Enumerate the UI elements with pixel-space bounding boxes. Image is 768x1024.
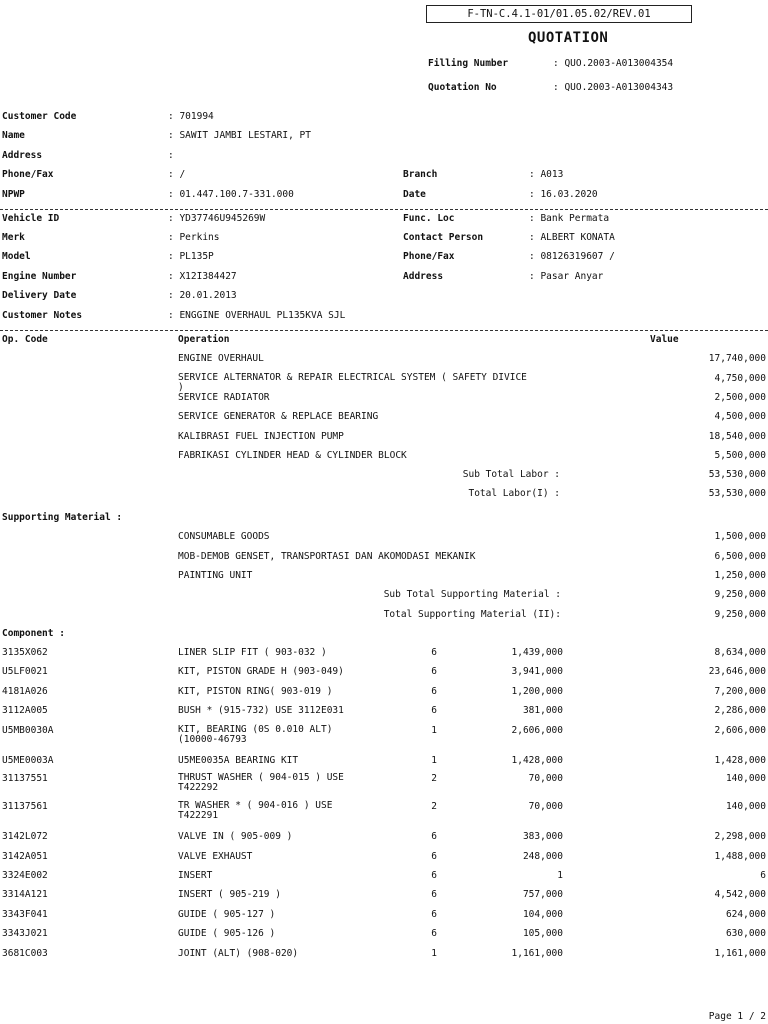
header-field-value: : QUO.2003-A013004343: [553, 82, 674, 93]
customer-field-label: Phone/Fax: [2, 169, 54, 180]
component-desc: VALVE IN ( 905-009 ): [178, 831, 293, 842]
component-value: 7,200,000: [714, 686, 766, 697]
component-code: U5MB0030A: [2, 725, 54, 736]
component-unit-price: 104,000: [522, 909, 563, 920]
component-value: 2,286,000: [714, 705, 766, 716]
component-code: 3135X062: [2, 647, 48, 658]
component-code: 31137551: [2, 773, 48, 784]
labor-item-value: 5,500,000: [714, 450, 766, 461]
component-desc: TR WASHER * ( 904-016 ) USE T422291: [178, 800, 333, 821]
component-code: U5LF0021: [2, 666, 48, 677]
component-unit-price: 3,941,000: [511, 666, 563, 677]
customer-field-value: :: [168, 150, 174, 161]
supporting-total-value: 9,250,000: [714, 589, 766, 600]
labor-item-desc: FABRIKASI CYLINDER HEAD & CYLINDER BLOCK: [178, 450, 407, 461]
component-desc: BUSH * (915-732) USE 3112E031: [178, 705, 344, 716]
customer-field-label: Date: [403, 189, 426, 200]
component-code: 3324E002: [2, 870, 48, 881]
supporting-item-value: 1,250,000: [714, 570, 766, 581]
component-qty: 6: [431, 705, 437, 716]
customer-field-value: : 701994: [168, 111, 214, 122]
supporting-item-desc: CONSUMABLE GOODS: [178, 531, 270, 542]
labor-total-label: Total Labor(I) :: [468, 488, 560, 499]
component-desc: LINER SLIP FIT ( 903-032 ): [178, 647, 327, 658]
component-desc: INSERT: [178, 870, 213, 881]
vehicle-field-label: Phone/Fax: [403, 251, 455, 262]
vehicle-field-label: Model: [2, 251, 31, 262]
labor-total-value: 53,530,000: [708, 488, 766, 499]
component-desc: KIT, PISTON GRADE H (903-049): [178, 666, 344, 677]
component-unit-price: 757,000: [522, 889, 563, 900]
labor-item-value: 4,750,000: [714, 373, 766, 384]
dashed-divider: [0, 209, 768, 210]
component-desc: GUIDE ( 905-127 ): [178, 909, 276, 920]
component-qty: 6: [431, 889, 437, 900]
vehicle-field-value: : 20.01.2013: [168, 290, 237, 301]
component-unit-price: 1,200,000: [511, 686, 563, 697]
customer-field-value: : SAWIT JAMBI LESTARI, PT: [168, 130, 311, 141]
vehicle-field-label: Delivery Date: [2, 290, 77, 301]
labor-item-desc: KALIBRASI FUEL INJECTION PUMP: [178, 431, 344, 442]
component-desc: INSERT ( 905-219 ): [178, 889, 281, 900]
vehicle-field-value: : 08126319607 /: [529, 251, 615, 262]
vehicle-field-label: Merk: [2, 232, 25, 243]
component-desc: KIT, BEARING (0S 0.010 ALT) (10000-46793: [178, 724, 333, 745]
component-qty: 2: [431, 773, 437, 784]
customer-field-value: : /: [168, 169, 186, 180]
component-value: 4,542,000: [714, 889, 766, 900]
component-qty: 6: [431, 870, 437, 881]
component-unit-price: 248,000: [522, 851, 563, 862]
vehicle-field-label: Contact Person: [403, 232, 484, 243]
dashed-divider: [0, 330, 768, 331]
component-qty: 1: [431, 755, 437, 766]
vehicle-field-value: : YD37746U945269W: [168, 213, 266, 224]
vehicle-field-label: Customer Notes: [2, 310, 83, 321]
component-value: 140,000: [725, 801, 766, 812]
header-field-label: Filling Number: [428, 58, 509, 69]
component-code: 3142L072: [2, 831, 48, 842]
column-header-op-code: Op. Code: [2, 334, 48, 345]
vehicle-field-value: : ALBERT KONATA: [529, 232, 615, 243]
component-qty: 6: [431, 928, 437, 939]
vehicle-field-value: : Perkins: [168, 232, 220, 243]
component-unit-price: 383,000: [522, 831, 563, 842]
labor-item-desc: ENGINE OVERHAUL: [178, 353, 264, 364]
component-code: U5ME0003A: [2, 755, 54, 766]
component-code: 3314A121: [2, 889, 48, 900]
header-field-label: Quotation No: [428, 82, 497, 93]
component-value: 630,000: [725, 928, 766, 939]
customer-field-label: Customer Code: [2, 111, 77, 122]
component-unit-price: 1,439,000: [511, 647, 563, 658]
labor-item-value: 2,500,000: [714, 392, 766, 403]
component-qty: 6: [431, 909, 437, 920]
supporting-total-label: Sub Total Supporting Material :: [383, 589, 561, 600]
component-value: 23,646,000: [708, 666, 766, 677]
component-value: 2,298,000: [714, 831, 766, 842]
component-value: 140,000: [725, 773, 766, 784]
supporting-material-title: Supporting Material :: [2, 512, 123, 523]
component-code: 3681C003: [2, 948, 48, 959]
form-number-box: F-TN-C.4.1-01/01.05.02/REV.01: [426, 5, 692, 23]
customer-field-value: : 01.447.100.7-331.000: [168, 189, 294, 200]
component-code: 3343F041: [2, 909, 48, 920]
component-value: 1,488,000: [714, 851, 766, 862]
component-value: 8,634,000: [714, 647, 766, 658]
vehicle-field-value: : ENGGINE OVERHAUL PL135KVA SJL: [168, 310, 346, 321]
customer-field-value: : A013: [529, 169, 564, 180]
component-qty: 6: [431, 851, 437, 862]
vehicle-field-value: : Pasar Anyar: [529, 271, 604, 282]
component-desc: U5ME0035A BEARING KIT: [178, 755, 299, 766]
column-header-value: Value: [650, 334, 679, 345]
component-code: 3142A051: [2, 851, 48, 862]
component-unit-price: 1: [557, 870, 563, 881]
vehicle-field-label: Func. Loc: [403, 213, 455, 224]
component-qty: 6: [431, 647, 437, 658]
customer-field-label: Name: [2, 130, 25, 141]
component-qty: 2: [431, 801, 437, 812]
component-qty: 1: [431, 725, 437, 736]
document-title: QUOTATION: [528, 30, 609, 46]
vehicle-field-label: Address: [403, 271, 444, 282]
component-desc: VALVE EXHAUST: [178, 851, 253, 862]
page-number: Page 1 / 2: [708, 1011, 766, 1022]
labor-total-label: Sub Total Labor :: [462, 469, 560, 480]
supporting-total-value: 9,250,000: [714, 609, 766, 620]
component-unit-price: 70,000: [528, 801, 563, 812]
vehicle-field-value: : PL135P: [168, 251, 214, 262]
customer-field-label: Branch: [403, 169, 438, 180]
component-qty: 6: [431, 831, 437, 842]
labor-item-desc: SERVICE GENERATOR & REPLACE BEARING: [178, 411, 379, 422]
supporting-total-label: Total Supporting Material (II):: [383, 609, 561, 620]
supporting-item-value: 6,500,000: [714, 551, 766, 562]
component-value: 2,606,000: [714, 725, 766, 736]
component-desc: KIT, PISTON RING( 903-019 ): [178, 686, 333, 697]
supporting-item-value: 1,500,000: [714, 531, 766, 542]
component-desc: JOINT (ALT) (908-020): [178, 948, 299, 959]
component-title: Component :: [2, 628, 65, 639]
component-code: 3112A005: [2, 705, 48, 716]
vehicle-field-label: Engine Number: [2, 271, 77, 282]
labor-item-desc: SERVICE RADIATOR: [178, 392, 270, 403]
component-qty: 6: [431, 666, 437, 677]
component-desc: GUIDE ( 905-126 ): [178, 928, 276, 939]
component-qty: 1: [431, 948, 437, 959]
component-unit-price: 70,000: [528, 773, 563, 784]
component-value: 624,000: [725, 909, 766, 920]
component-value: 6: [760, 870, 766, 881]
component-unit-price: 1,428,000: [511, 755, 563, 766]
component-qty: 6: [431, 686, 437, 697]
vehicle-field-value: : X12I384427: [168, 271, 237, 282]
component-unit-price: 105,000: [522, 928, 563, 939]
component-code: 4181A026: [2, 686, 48, 697]
labor-item-value: 17,740,000: [708, 353, 766, 364]
labor-item-value: 4,500,000: [714, 411, 766, 422]
labor-item-value: 18,540,000: [708, 431, 766, 442]
customer-field-label: NPWP: [2, 189, 25, 200]
labor-item-desc: SERVICE ALTERNATOR & REPAIR ELECTRICAL SYSTEM ( SAFETY DIVICE ): [178, 372, 527, 393]
vehicle-field-label: Vehicle ID: [2, 213, 60, 224]
column-header-operation: Operation: [178, 334, 230, 345]
vehicle-field-value: : Bank Permata: [529, 213, 610, 224]
header-field-value: : QUO.2003-A013004354: [553, 58, 674, 69]
customer-field-value: : 16.03.2020: [529, 189, 598, 200]
component-value: 1,161,000: [714, 948, 766, 959]
customer-field-label: Address: [2, 150, 43, 161]
component-unit-price: 1,161,000: [511, 948, 563, 959]
labor-total-value: 53,530,000: [708, 469, 766, 480]
component-code: 31137561: [2, 801, 48, 812]
component-desc: THRUST WASHER ( 904-015 ) USE T422292: [178, 772, 344, 793]
supporting-item-desc: MOB-DEMOB GENSET, TRANSPORTASI DAN AKOMODASI MEKANIK: [178, 551, 476, 562]
supporting-item-desc: PAINTING UNIT: [178, 570, 253, 581]
component-value: 1,428,000: [714, 755, 766, 766]
component-code: 3343J021: [2, 928, 48, 939]
component-unit-price: 381,000: [522, 705, 563, 716]
component-unit-price: 2,606,000: [511, 725, 563, 736]
